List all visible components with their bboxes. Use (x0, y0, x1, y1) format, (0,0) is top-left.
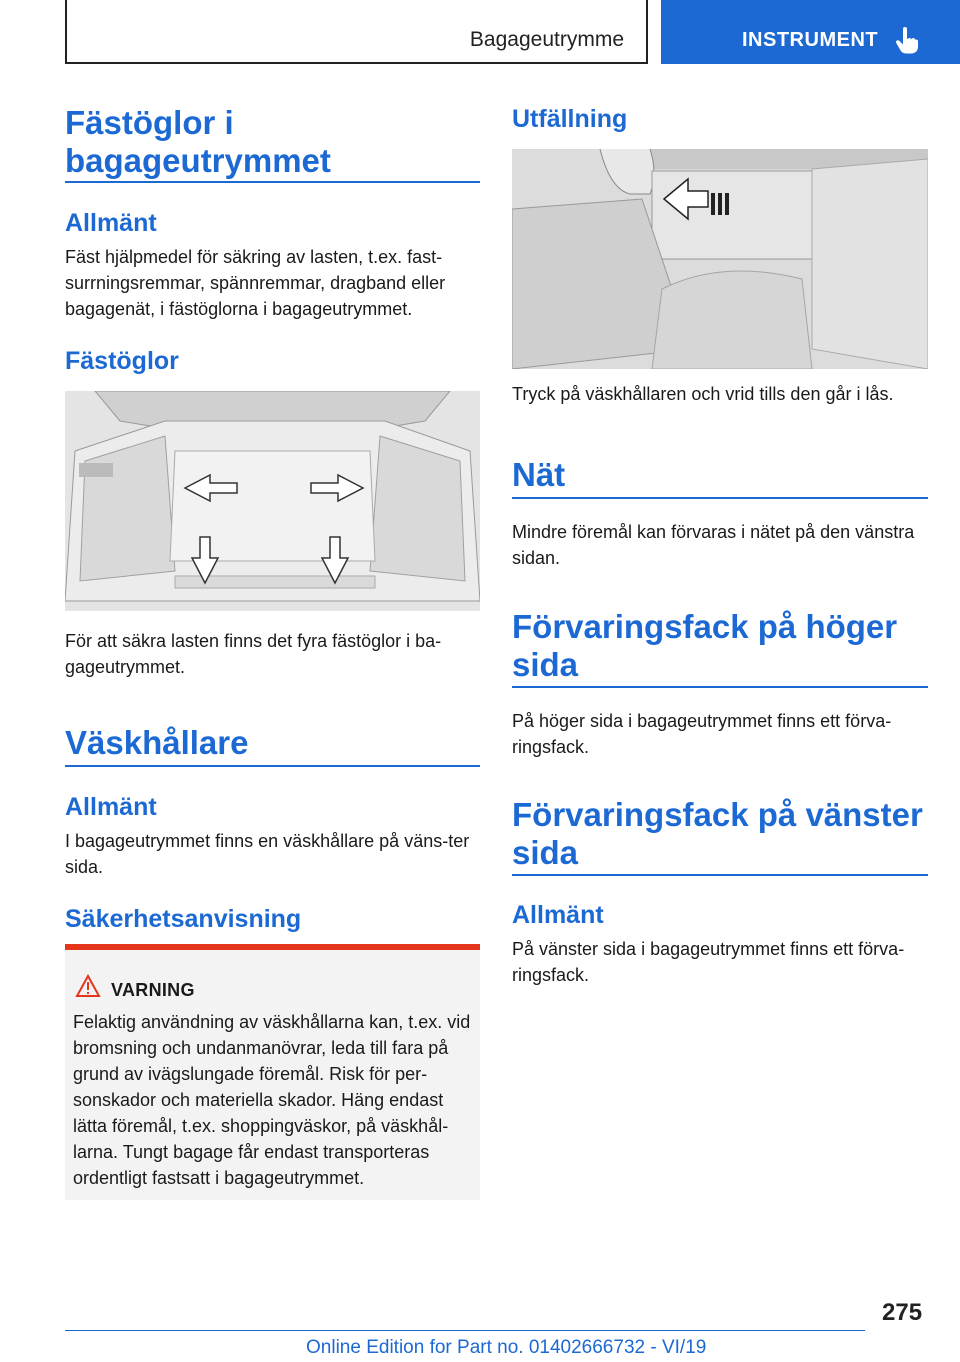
heading-fastoglor: Fästöglor (65, 347, 179, 375)
heading-sakerhetsanvisning: Säkerhetsanvisning (65, 905, 302, 933)
instrument-tab[interactable] (661, 0, 960, 64)
warning-box (65, 944, 480, 1200)
paragraph-allmant-1: Fäst hjälpmedel för säkring av lasten, t.ex. fast-surrningsremmar, spännremmar, dragband eller bagagenät, i fästöglorna i bagageutrymmet. (65, 247, 446, 319)
caption-fastoglor: För att säkra lasten finns det fyra fästöglor i ba-gageutrymmet. (65, 631, 442, 677)
heading-utfallning: Utfällning (512, 105, 628, 133)
warning-triangle-icon (75, 974, 101, 998)
section-title-fastoglor: Fästöglor i bagageutrymmet (65, 104, 331, 179)
warning-label: VARNING (111, 980, 195, 1000)
section-title-forvaringsfack-hoger: Förvaringsfack på höger sida (512, 608, 898, 683)
heading-allmant-1: Allmänt (65, 209, 157, 237)
header-section-box (65, 0, 648, 64)
instrument-tab-label: INSTRUMENT (742, 29, 879, 51)
title-rule (65, 181, 480, 183)
title-rule (512, 686, 928, 688)
paragraph-allmant-2: I bagageutrymmet finns en väskhållare på väns-ter sida. (65, 831, 470, 877)
title-rule (65, 765, 480, 767)
section-title-vaskhallare: Väskhållare (65, 724, 249, 761)
warning-text: Felaktig användning av väskhållarna kan, t.ex. vid bromsning och undanmanövrar, leda till fara på grund av ivägslungade föremål. Risk för per-sonskador och materiella skador. Häng endast lätta föremål, t.ex. shoppingväskor, på väskhål-larna. Tungt bagage får endast transporteras ordentligt fastsatt i bagageutrymmet. (73, 1012, 471, 1188)
bag-hook-figure (512, 149, 928, 369)
title-rule (512, 874, 928, 876)
edition-link[interactable]: Online Edition for Part no. 01402666732 - VI/19 (306, 1337, 707, 1358)
caption-utfallning: Tryck på väskhållaren och vrid tills den går i lås. (512, 384, 894, 404)
trunk-lashing-eyes-figure (65, 391, 480, 611)
heading-allmant-3: Allmänt (512, 901, 604, 929)
footer-rule (65, 1330, 865, 1331)
paragraph-forvaringsfack-vanster: På vänster sida i bagageutrymmet finns ett förva-ringsfack. (512, 939, 905, 985)
header-section-title: Bagageutrymme (469, 28, 624, 51)
trunk-illustration (65, 391, 480, 611)
section-title-forvaringsfack-vanster: Förvaringsfack på vänster sida (512, 796, 923, 871)
heading-allmant-2: Allmänt (65, 793, 157, 821)
section-title-nat: Nät (512, 456, 566, 493)
page-number: 275 (882, 1299, 923, 1326)
paragraph-nat: Mindre föremål kan förvaras i nätet på den vänstra sidan. (512, 522, 915, 568)
title-rule (512, 497, 928, 499)
bag-hook-illustration (512, 149, 928, 369)
paragraph-forvaringsfack-hoger: På höger sida i bagageutrymmet finns ett förva-ringsfack. (512, 711, 892, 757)
hand-pointer-icon (895, 27, 919, 55)
